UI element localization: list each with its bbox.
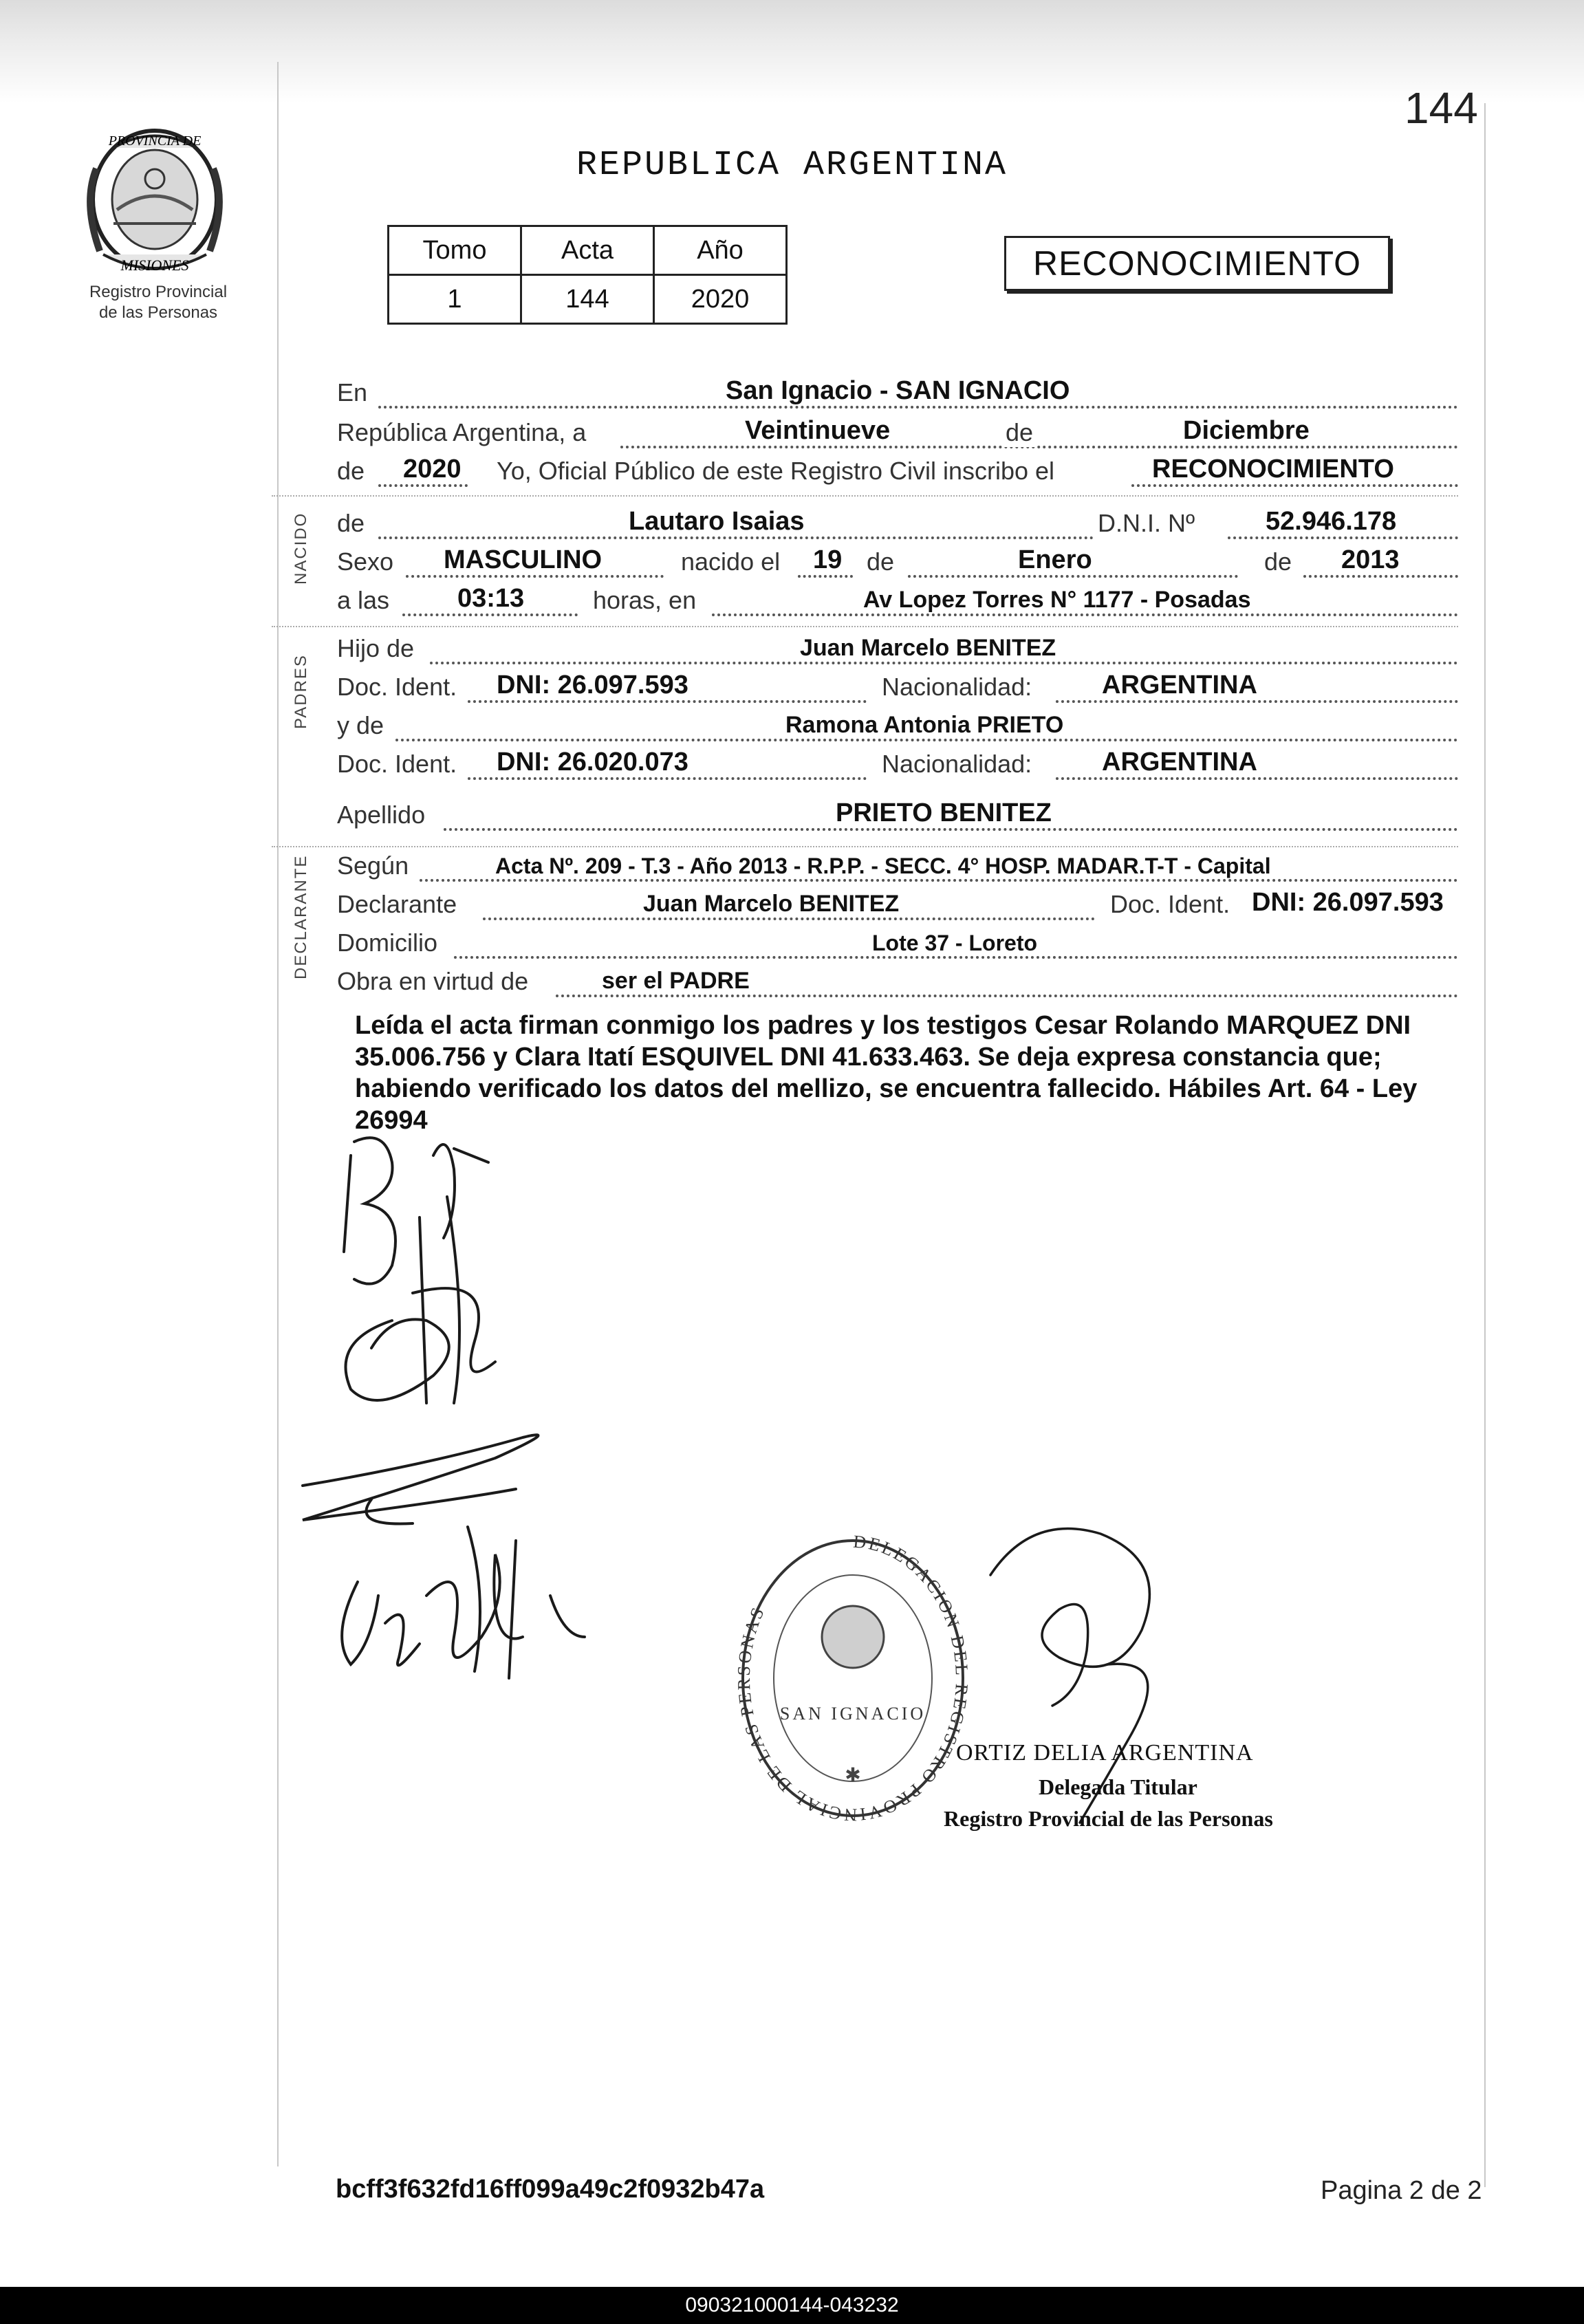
doc-ident-label: Doc. Ident. — [337, 750, 457, 778]
father-nationality-value: ARGENTINA — [1102, 671, 1257, 699]
dotted-leader — [620, 446, 1458, 448]
official-role: Delegada Titular — [1039, 1774, 1197, 1799]
dotted-leader — [483, 917, 1095, 920]
form-line-doc2 — [337, 743, 1458, 784]
province-seal-logo — [76, 120, 234, 285]
form-line-declarante — [337, 883, 1458, 924]
obra-value: ser el PADRE — [602, 968, 750, 994]
doc-ident-label: Doc. Ident. — [337, 673, 457, 701]
dotted-leader — [1228, 536, 1458, 539]
svg-text:✱: ✱ — [845, 1764, 861, 1785]
dotted-leader — [908, 575, 1238, 578]
declarante-label: Declarante — [337, 890, 457, 918]
dotted-leader — [406, 575, 664, 578]
record-table-value-row — [389, 275, 787, 324]
handwritten-signatures — [289, 1114, 674, 1733]
father-name-value: Juan Marcelo BENITEZ — [800, 635, 1056, 661]
scan-footer-bar — [0, 2287, 1584, 2324]
registry-label-line1: Registro Provincial — [89, 283, 228, 301]
form-line-hora — [337, 579, 1458, 620]
year-value: 2020 — [403, 455, 462, 484]
dotted-leader — [378, 536, 1094, 539]
left-margin-line — [277, 62, 279, 2166]
page-indicator: Pagina 2 de 2 — [1321, 2176, 1482, 2205]
side-label-declarante: DECLARANTE — [292, 854, 310, 979]
inscription-text: Yo, Oficial Público de este Registro Civil inscribo el — [497, 457, 1055, 485]
dotted-leader — [1056, 777, 1458, 780]
dotted-leader — [712, 613, 1458, 616]
form-line-domicilio — [337, 922, 1458, 963]
form-line-year — [337, 450, 1458, 491]
sexo-label: Sexo — [337, 547, 394, 576]
acta-value: 144 — [521, 275, 654, 324]
birth-place-value: Av Lopez Torres N° 1177 - Posadas — [863, 587, 1251, 613]
anio-header: Año — [654, 226, 787, 275]
hora-label: a las — [337, 586, 390, 614]
segun-label: Según — [337, 851, 409, 880]
hijo-label: Hijo de — [337, 634, 415, 662]
form-line-en — [337, 371, 1458, 413]
side-label-nacido: NACIDO — [292, 512, 310, 585]
form-line-hijo — [337, 627, 1458, 669]
scan-shading — [0, 0, 1584, 103]
form-line-sexo — [337, 541, 1458, 582]
domicilio-value: Lote 37 - Loreto — [872, 931, 1038, 955]
child-dni-value: 52.946.178 — [1266, 507, 1397, 536]
dni-label: D.N.I. Nº — [1098, 509, 1195, 537]
stamp-ring-text: DELEGACION DEL REGISTRO PROVINCIAL DE LAS PERSONAS — [733, 1531, 973, 1825]
nacionalidad-label: Nacionalidad: — [882, 673, 1032, 701]
form-line-doc1 — [337, 666, 1458, 707]
document-hash: bcff3f632fd16ff099a49c2f0932b47a — [336, 2175, 765, 2204]
y-de-label: y de — [337, 711, 384, 739]
obra-label: Obra en virtud de — [337, 967, 529, 995]
right-margin-line — [1484, 103, 1486, 2187]
dotted-leader — [402, 613, 578, 616]
form-line-segun — [337, 845, 1458, 886]
nacionalidad-label: Nacionalidad: — [882, 750, 1032, 778]
birth-month-value: Enero — [1018, 545, 1092, 574]
form-line-republica — [337, 411, 1458, 453]
de-label: de — [867, 547, 895, 576]
dotted-leader — [468, 700, 867, 703]
mother-dni-value: DNI: 26.020.073 — [497, 748, 688, 777]
dotted-leader — [444, 828, 1458, 831]
record-type-box: RECONOCIMIENTO — [1004, 236, 1390, 291]
de-label: de — [337, 509, 365, 537]
declarant-name-value: Juan Marcelo BENITEZ — [643, 891, 900, 917]
section-divider — [272, 495, 1458, 497]
birth-day-value: 19 — [813, 545, 843, 574]
dotted-leader — [454, 956, 1458, 959]
apellido-label: Apellido — [337, 801, 426, 829]
mother-nationality-value: ARGENTINA — [1102, 748, 1257, 777]
dotted-leader — [395, 739, 1458, 741]
de-label: de — [337, 457, 365, 485]
official-org: Registro Provincial de las Personas — [944, 1806, 1273, 1831]
form-line-obra — [337, 960, 1458, 1001]
birth-year-value: 2013 — [1341, 545, 1400, 574]
de-label: de — [1003, 418, 1036, 447]
month-value: Diciembre — [1183, 416, 1310, 445]
hora-value: 03:13 — [457, 584, 525, 613]
dotted-leader — [420, 879, 1458, 882]
horas-label: horas, en — [593, 586, 697, 614]
dotted-leader — [1131, 484, 1458, 487]
seal-top-text: PROVINCIA DE — [108, 133, 202, 149]
anio-value: 2020 — [654, 275, 787, 324]
sexo-value: MASCULINO — [444, 545, 603, 574]
official-name: ORTIZ DELIA ARGENTINA — [956, 1740, 1254, 1766]
surname-value: PRIETO BENITEZ — [836, 799, 1052, 827]
mother-name-value: Ramona Antonia PRIETO — [785, 712, 1064, 738]
dotted-leader — [1303, 575, 1458, 578]
dotted-leader — [798, 575, 853, 578]
form-line-apellido — [337, 794, 1458, 835]
dotted-leader — [378, 406, 1458, 409]
record-table — [387, 225, 788, 325]
registry-label-line2: de las Personas — [98, 303, 218, 322]
dotted-leader — [1056, 700, 1458, 703]
child-name-value: Lautaro Isaias — [629, 507, 805, 536]
dotted-leader — [378, 484, 468, 487]
tomo-value: 1 — [389, 275, 521, 324]
inscription-value: RECONOCIMIENTO — [1152, 455, 1394, 484]
domicilio-label: Domicilio — [337, 928, 438, 957]
day-written-value: Veintinueve — [745, 416, 891, 445]
side-label-padres: PADRES — [292, 654, 310, 729]
en-label: En — [337, 378, 368, 406]
republica-label: República Argentina, a — [337, 418, 587, 446]
form-line-madre — [337, 704, 1458, 746]
page-number: 144 — [1404, 83, 1478, 133]
scan-barcode-text: 090321000144-043232 — [685, 2294, 899, 2316]
tomo-header: Tomo — [389, 226, 521, 275]
father-dni-value: DNI: 26.097.593 — [497, 671, 688, 699]
official-stamp — [729, 1520, 977, 1836]
dotted-leader — [430, 662, 1458, 664]
observations-paragraph: Leída el acta firman conmigo los padres y los testigos Cesar Rolando MARQUEZ DNI 35.006.756 y Clara Itatí ESQUIVEL DNI 41.633.463. Se deja expresa constancia que; habiendo verificado los datos del mellizo, se encuentra fallecido. Hábiles Art. 64 - Ley 26994 — [355, 1011, 1418, 1135]
dotted-leader — [468, 777, 867, 780]
country-title: REPUBLICA ARGENTINA — [576, 146, 1008, 185]
declarant-dni-value: DNI: 26.097.593 — [1252, 888, 1444, 917]
stamp-center-text: SAN IGNACIO — [779, 1704, 926, 1724]
dotted-leader — [556, 995, 1458, 997]
form-line-person — [337, 502, 1458, 543]
acta-header: Acta — [521, 226, 654, 275]
de-label: de — [1264, 547, 1292, 576]
nacido-label: nacido el — [681, 547, 781, 576]
registry-label — [69, 282, 248, 323]
doc-ident-label: Doc. Ident. — [1110, 890, 1230, 918]
segun-value: Acta Nº. 209 - T.3 - Año 2013 - R.P.P. - SECC. 4° HOSP. MADAR.T-T - Capital — [495, 854, 1271, 878]
seal-bottom-text: MISIONES — [120, 257, 189, 274]
record-table-header-row — [389, 226, 787, 275]
en-value: San Ignacio - SAN IGNACIO — [726, 376, 1070, 405]
